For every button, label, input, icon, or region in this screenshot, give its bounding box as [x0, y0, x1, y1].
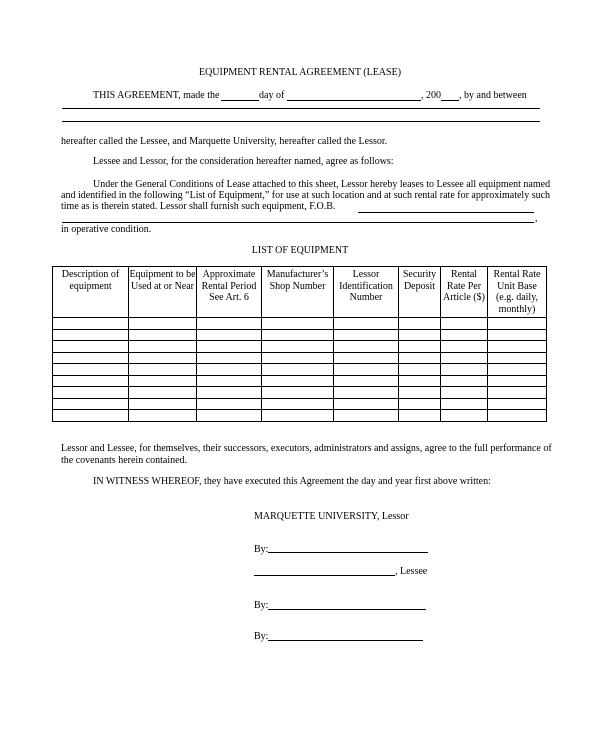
table-cell[interactable]	[488, 410, 547, 422]
table-cell[interactable]	[53, 318, 129, 330]
blank-month-line	[287, 100, 421, 101]
table-cell[interactable]	[399, 375, 441, 387]
table-cell[interactable]	[334, 410, 399, 422]
table-cell[interactable]	[441, 398, 488, 410]
table-cell[interactable]	[488, 387, 547, 399]
table-row	[53, 329, 547, 341]
table-cell[interactable]	[53, 410, 129, 422]
blank-day-line	[221, 100, 259, 101]
lessee-label: , Lessee	[395, 566, 428, 577]
table-cell[interactable]	[262, 410, 334, 422]
table-cell[interactable]	[441, 352, 488, 364]
signature-line-lessor-by[interactable]	[268, 552, 428, 553]
table-cell[interactable]	[197, 318, 262, 330]
table-cell[interactable]	[441, 387, 488, 399]
table-cell[interactable]	[488, 398, 547, 410]
intro-text-made: THIS AGREEMENT, made the	[93, 90, 220, 101]
table-cell[interactable]	[441, 375, 488, 387]
table-cell[interactable]	[488, 375, 547, 387]
table-cell[interactable]	[53, 364, 129, 376]
table-row	[53, 375, 547, 387]
table-cell[interactable]	[334, 318, 399, 330]
table-cell[interactable]	[53, 352, 129, 364]
table-cell[interactable]	[197, 352, 262, 364]
table-cell[interactable]	[197, 364, 262, 376]
table-cell[interactable]	[129, 341, 197, 353]
table-cell[interactable]	[334, 352, 399, 364]
table-cell[interactable]	[399, 352, 441, 364]
by-label-2: By:	[254, 600, 269, 611]
performance-line-1: Lessor and Lessee, for themselves, their successors, executors, administrators and assigns, agree to the full performance of	[61, 443, 552, 454]
conditions-line-4: in operative condition.	[61, 224, 152, 235]
col-header-rate-per-article: Rental Rate Per Article ($)	[441, 267, 488, 318]
table-cell[interactable]	[399, 398, 441, 410]
table-cell[interactable]	[262, 387, 334, 399]
table-cell[interactable]	[53, 398, 129, 410]
table-cell[interactable]	[129, 387, 197, 399]
table-cell[interactable]	[488, 341, 547, 353]
fob-comma: ,	[535, 213, 538, 224]
table-cell[interactable]	[129, 318, 197, 330]
table-cell[interactable]	[53, 341, 129, 353]
party-blank-line-1	[62, 108, 540, 109]
table-cell[interactable]	[488, 318, 547, 330]
table-cell[interactable]	[399, 387, 441, 399]
table-cell[interactable]	[334, 398, 399, 410]
col-header-rental-period: Approximate Rental Period See Art. 6	[197, 267, 262, 318]
table-cell[interactable]	[53, 387, 129, 399]
table-cell[interactable]	[197, 329, 262, 341]
table-cell[interactable]	[262, 329, 334, 341]
col-header-security-deposit: Security Deposit	[399, 267, 441, 318]
table-row	[53, 318, 547, 330]
witness-text: IN WITNESS WHEREOF, they have executed this Agreement the day and year first above written:	[93, 476, 491, 487]
table-cell[interactable]	[262, 318, 334, 330]
table-cell[interactable]	[197, 387, 262, 399]
table-cell[interactable]	[334, 387, 399, 399]
lessor-name: MARQUETTE UNIVERSITY, Lessor	[254, 511, 409, 522]
table-cell[interactable]	[488, 329, 547, 341]
table-cell[interactable]	[488, 364, 547, 376]
lessee-designation: hereafter called the Lessee, and Marquette University, hereafter called the Lessor.	[61, 136, 388, 147]
table-cell[interactable]	[53, 329, 129, 341]
party-blank-line-2	[62, 121, 540, 122]
equipment-table	[52, 266, 547, 422]
blank-year-line	[441, 100, 459, 101]
signature-line-lessee-by-2[interactable]	[268, 640, 423, 641]
table-cell[interactable]	[262, 352, 334, 364]
table-cell[interactable]	[197, 375, 262, 387]
table-cell[interactable]	[53, 375, 129, 387]
table-cell[interactable]	[441, 410, 488, 422]
intro-text-day-of: day of	[259, 90, 285, 101]
col-header-location: Equipment to be Used at or Near	[129, 267, 197, 318]
intro-text-year: , 200	[421, 90, 441, 101]
table-cell[interactable]	[262, 341, 334, 353]
col-header-shop-number: Manufacturer’s Shop Number	[262, 267, 334, 318]
table-cell[interactable]	[129, 375, 197, 387]
list-of-equipment-title: LIST OF EQUIPMENT	[251, 245, 349, 256]
table-cell[interactable]	[129, 352, 197, 364]
table-row	[53, 352, 547, 364]
conditions-line-2: and identified in the following “List of Equipment,” for use at such location and at such rental rate for approximately such	[61, 190, 551, 201]
table-cell[interactable]	[129, 329, 197, 341]
table-cell[interactable]	[399, 318, 441, 330]
table-row	[53, 341, 547, 353]
table-cell[interactable]	[129, 410, 197, 422]
table-cell[interactable]	[197, 410, 262, 422]
table-cell[interactable]	[441, 329, 488, 341]
signature-line-lessee-name[interactable]	[254, 575, 395, 576]
table-row	[53, 387, 547, 399]
table-cell[interactable]	[441, 364, 488, 376]
conditions-line-3: time as is therein stated. Lessor shall furnish such equipment, F.O.B.	[61, 201, 336, 212]
table-row	[53, 410, 547, 422]
table-cell[interactable]	[399, 329, 441, 341]
col-header-description: Description of equipment	[53, 267, 129, 318]
table-cell[interactable]	[197, 341, 262, 353]
table-cell[interactable]	[129, 398, 197, 410]
intro-text-between: , by and between	[459, 90, 527, 101]
table-cell[interactable]	[197, 398, 262, 410]
table-cell[interactable]	[262, 364, 334, 376]
consideration-text: Lessee and Lessor, for the consideration hereafter named, agree as follows:	[93, 156, 394, 167]
by-label-1: By:	[254, 544, 269, 555]
table-header-row	[53, 267, 547, 318]
table-cell[interactable]	[399, 364, 441, 376]
table-cell[interactable]	[488, 352, 547, 364]
table-cell[interactable]	[334, 364, 399, 376]
performance-line-2: the covenants herein contained.	[61, 455, 188, 466]
table-cell[interactable]	[334, 341, 399, 353]
fob-blank-line-2	[62, 222, 534, 223]
table-cell[interactable]	[441, 341, 488, 353]
table-cell[interactable]	[334, 375, 399, 387]
table-cell[interactable]	[262, 398, 334, 410]
table-cell[interactable]	[399, 341, 441, 353]
table-cell[interactable]	[399, 410, 441, 422]
table-cell[interactable]	[334, 329, 399, 341]
col-header-identification-number: Lessor Identification Number	[334, 267, 399, 318]
conditions-line-1: Under the General Conditions of Lease attached to this sheet, Lessor hereby leases to Lessee all equipment named	[93, 179, 551, 190]
table-cell[interactable]	[441, 318, 488, 330]
table-row	[53, 364, 547, 376]
col-header-unit-base: Rental Rate Unit Base (e.g. daily, monthly)	[488, 267, 547, 318]
table-cell[interactable]	[129, 364, 197, 376]
by-label-3: By:	[254, 631, 269, 642]
signature-line-lessee-by-1[interactable]	[268, 609, 426, 610]
fob-blank-line-1	[358, 212, 534, 213]
table-row	[53, 398, 547, 410]
document-title: EQUIPMENT RENTAL AGREEMENT (LEASE)	[198, 67, 402, 78]
table-cell[interactable]	[262, 375, 334, 387]
